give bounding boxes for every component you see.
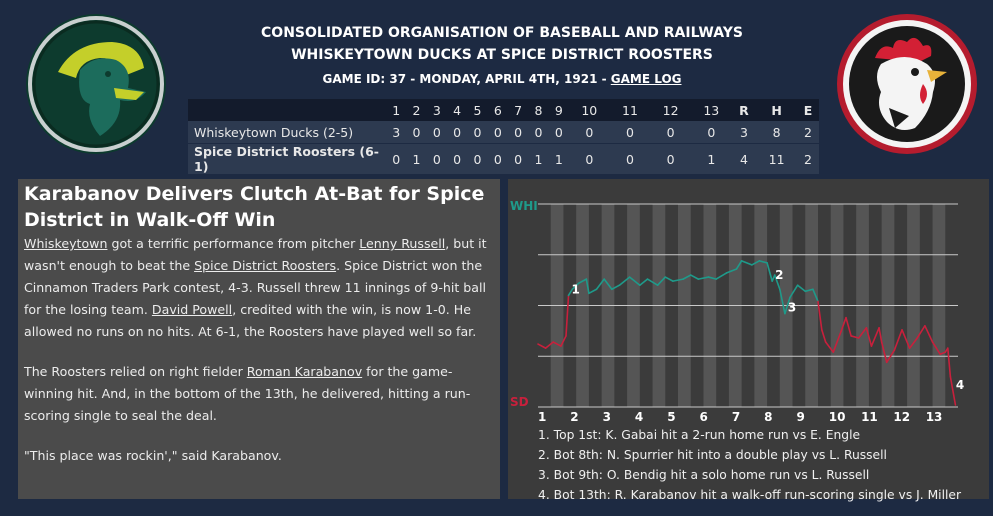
recap-text: , credited with the win, is now 1-0. He allowed no runs on no hits. At 6-1, the Roosters have played well so far. — [24, 302, 477, 339]
column-header-r: R — [732, 99, 757, 121]
win-probability-segment — [589, 289, 597, 293]
recap-text: , but it wasn't enough to beat the — [24, 236, 487, 273]
win-probability-chart — [508, 179, 989, 424]
game-recap-panel — [18, 179, 500, 499]
win-probability-segment — [879, 328, 882, 342]
score-cell: 0 — [467, 144, 487, 175]
score-cell: 0 — [534, 124, 543, 140]
key-event-item: 4. Bot 13th: R. Karabanov hit a walk-off run-scoring single vs J. Miller — [538, 488, 962, 502]
column-header-h: H — [756, 99, 797, 121]
win-probability-segment — [846, 318, 851, 336]
linescore-header — [188, 99, 819, 121]
score-cell: 1 — [549, 144, 569, 175]
x-tick-label: 13 — [925, 410, 943, 424]
win-probability-segment — [640, 279, 648, 285]
win-probability-segment — [767, 263, 772, 281]
score-cell: 0 — [473, 124, 482, 140]
win-probability-segment — [925, 326, 933, 342]
game-info-text: GAME ID: 37 - MONDAY, APRIL 4TH, 1921 - — [322, 72, 611, 86]
win-probability-segment — [566, 295, 569, 336]
score-cell: 3 — [739, 124, 748, 140]
score-cell: 0 — [488, 144, 508, 175]
recap-text: The Roosters relied on right fielder — [24, 364, 247, 379]
score-cell: 0 — [707, 124, 716, 140]
matchup-title: WHISKEYTOWN DUCKS AT SPICE DISTRICT ROOSTERS — [291, 47, 713, 63]
score-cell: 0 — [432, 124, 441, 140]
score-cell: 11 — [756, 144, 797, 175]
column-header-1: 1 — [386, 99, 406, 121]
x-tick-label: 5 — [667, 410, 676, 424]
win-probability-segment — [948, 348, 951, 376]
x-tick-label: 7 — [731, 410, 741, 424]
score-cell: 1 — [406, 144, 426, 175]
score-cell: 0 — [453, 124, 462, 140]
x-tick-label: 10 — [828, 410, 846, 424]
axis-label-away: WHI — [510, 199, 538, 213]
score-cell: 4 — [732, 144, 757, 175]
x-tick-label: 9 — [796, 410, 805, 424]
score-cell: 1 — [691, 144, 732, 175]
column-header-6: 6 — [488, 99, 508, 121]
win-probability-segment — [822, 330, 826, 342]
score-cell: 0 — [554, 124, 563, 140]
column-header-10: 10 — [569, 99, 610, 121]
recap-paragraph-2 — [24, 361, 494, 427]
event-marker-2: 2 — [775, 268, 784, 283]
x-tick-label: 8 — [764, 410, 773, 424]
key-event-item: 2. Bot 8th: N. Spurrier hit into a double play vs L. Russell — [538, 448, 887, 462]
column-header-2: 2 — [406, 99, 426, 121]
event-marker-1: 1 — [571, 282, 580, 297]
recap-paragraph-1 — [24, 233, 494, 343]
spice-district-roosters-logo — [835, 12, 979, 156]
score-cell: 2 — [804, 124, 812, 140]
column-header-8: 8 — [528, 99, 548, 121]
recap-quote: "This place was rockin'," said Karabanov. — [24, 448, 282, 463]
score-cell: 2 — [797, 144, 819, 175]
column-header-4: 4 — [447, 99, 467, 121]
score-cell: 1 — [528, 144, 548, 175]
game-header — [190, 22, 814, 88]
win-probability-segment — [716, 273, 726, 279]
score-cell: 0 — [508, 144, 528, 175]
win-probability-segment — [538, 344, 546, 348]
win-probability-panel — [508, 179, 989, 502]
column-header-e: E — [797, 99, 819, 121]
key-events-list — [538, 425, 961, 505]
game-log-link[interactable]: GAME LOG — [610, 72, 682, 86]
score-cell: 0 — [569, 144, 610, 175]
linescore-table — [188, 99, 819, 174]
recap-text: . Spice District won the Cinnamon Traders Park contest, 4-3. Russell threw 11 innings of 9-hit ball for the losing team. — [24, 258, 487, 317]
x-tick-label: 3 — [602, 410, 611, 424]
home-team-row — [188, 144, 819, 175]
win-probability-segment — [665, 277, 673, 281]
recap-headline: Karabanov Delivers Clutch At-Bat for Spice District in Walk-Off Win — [24, 183, 485, 231]
win-probability-segment — [871, 328, 879, 346]
score-cell: 8 — [772, 124, 781, 140]
column-header-12: 12 — [650, 99, 691, 121]
recap-text: for the game-winning hit. And, in the bottom of the 13th, he delivered, hitting a run-scoring single to seal the deal. — [24, 364, 471, 423]
score-cell: 0 — [427, 144, 447, 175]
away-team-link[interactable]: Whiskeytown — [24, 236, 108, 251]
team-column-header — [188, 99, 386, 121]
axis-label-home: SD — [510, 395, 529, 409]
x-tick-label: 1 — [538, 410, 547, 424]
win-probability-segment — [894, 330, 902, 350]
key-event-item: 3. Bot 9th: O. Bendig hit a solo home run vs L. Russell — [538, 468, 870, 482]
team-name[interactable]: Spice District Roosters (6-1) — [188, 144, 386, 175]
score-cell: 3 — [392, 124, 401, 140]
score-cell: 0 — [412, 124, 421, 140]
win-probability-segment — [691, 275, 699, 279]
team-name[interactable]: Whiskeytown Ducks (2-5) — [194, 124, 354, 140]
x-tick-label: 6 — [699, 410, 708, 424]
home-team-link[interactable]: Spice District Roosters — [194, 258, 337, 273]
column-header-5: 5 — [467, 99, 487, 121]
win-probability-segment — [798, 285, 806, 291]
recap-text: got a terrific performance from pitcher — [107, 236, 360, 251]
score-cell: 0 — [610, 144, 651, 175]
event-marker-3: 3 — [787, 300, 797, 315]
score-cell: 0 — [666, 124, 675, 140]
away-team-row — [188, 121, 819, 144]
score-cell: 0 — [493, 124, 502, 140]
column-header-3: 3 — [427, 99, 447, 121]
x-tick-label: 11 — [861, 410, 878, 424]
x-tick-label: 12 — [893, 410, 911, 424]
score-cell: 0 — [650, 144, 691, 175]
league-title: CONSOLIDATED ORGANISATION OF BASEBALL AND RAILWAYS — [261, 25, 743, 41]
hero-player-link[interactable]: Roman Karabanov — [246, 364, 363, 379]
score-cell: 0 — [447, 144, 467, 175]
x-tick-label: 4 — [634, 410, 644, 424]
win-probability-segment — [742, 261, 752, 265]
column-header-13: 13 — [691, 99, 732, 121]
pitcher-link[interactable]: Lenny Russell — [359, 236, 446, 251]
score-cell: 0 — [625, 124, 634, 140]
score-cell: 0 — [585, 124, 594, 140]
column-header-7: 7 — [508, 99, 528, 121]
game-info — [190, 70, 814, 88]
win-probability-segment — [950, 377, 955, 405]
column-header-11: 11 — [610, 99, 651, 121]
whiskeytown-ducks-logo — [24, 12, 168, 156]
score-cell: 0 — [514, 124, 523, 140]
column-header-9: 9 — [549, 99, 569, 121]
key-event-item: 1. Top 1st: K. Gabai hit a 2-run home run vs E. Engle — [538, 428, 861, 442]
score-cell: 0 — [386, 144, 406, 175]
event-marker-4: 4 — [955, 377, 965, 392]
x-tick-label: 2 — [570, 410, 579, 424]
winning-pitcher-link[interactable]: David Powell — [151, 302, 233, 317]
